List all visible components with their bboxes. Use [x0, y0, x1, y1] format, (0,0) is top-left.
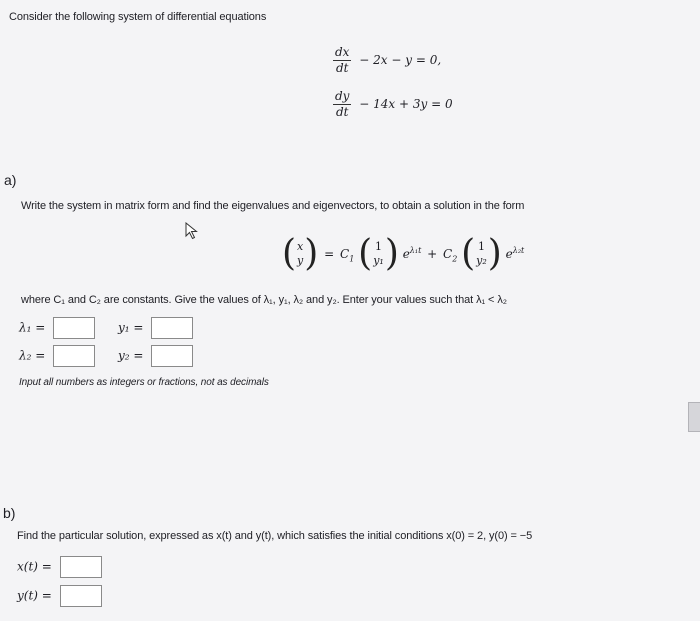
- constant-c2: $C_2$: [443, 246, 458, 263]
- eigenvector-1: ( 1 y₁ ): [358, 233, 399, 274]
- xt-row: [17, 556, 102, 578]
- vector-x: x: [297, 240, 304, 253]
- eigenvector-1-bottom: y₁: [373, 254, 384, 267]
- yt-row: [17, 585, 102, 607]
- lambda2-label: λ₂ =: [19, 348, 46, 363]
- constant-c1: $C_1$: [340, 246, 355, 263]
- y2-input[interactable]: [151, 345, 193, 367]
- xt-label: x(t) =: [17, 559, 52, 574]
- eigenvector-2-bottom: y₂: [476, 254, 487, 267]
- lambda1-label: λ₁ =: [19, 320, 46, 335]
- mouse-cursor-icon: [185, 222, 199, 240]
- eigenvector-2: ( 1 y₂ ): [461, 233, 502, 274]
- y1-label: y₁ =: [118, 320, 144, 335]
- y1-input[interactable]: [151, 317, 193, 339]
- eq1-numerator: dx: [335, 45, 350, 59]
- vector-y: y: [297, 254, 304, 267]
- lambda2-input[interactable]: [53, 345, 95, 367]
- y2-label: y₂ =: [118, 348, 144, 363]
- part-b-instruction: Find the particular solution, expressed as x(t) and y(t), which satisfies the initial conditions x(0) = 2, y(0) = −5: [17, 530, 533, 542]
- eq1-denominator: dt: [335, 61, 349, 75]
- equation-2: [333, 90, 453, 119]
- y1-row: [118, 317, 193, 339]
- part-a-label: a): [4, 172, 17, 188]
- lambda1-input[interactable]: [53, 317, 95, 339]
- lambda1-row: [19, 317, 95, 339]
- eigenvector-1-top: 1: [375, 240, 382, 253]
- part-b-label: b): [3, 505, 16, 521]
- part-a-instruction: Write the system in matrix form and find the eigenvalues and eigenvectors, to obtain a solution in the form: [21, 200, 525, 212]
- xt-input[interactable]: [60, 556, 102, 578]
- xy-vector: ( x y ): [282, 233, 319, 274]
- yt-label: y(t) =: [17, 588, 52, 603]
- lambda2-row: [19, 345, 95, 367]
- side-panel-handle[interactable]: [688, 402, 700, 432]
- solution-form: ( x y ) = $C_1$ ( 1 y₁ ) $e^{\lambda_1t} + C_2$ ( 1 y₂ ) $e^{\lambda_2t}$: [282, 233, 525, 274]
- eq2-numerator: dy: [335, 89, 350, 103]
- eq2-rest: − 14x + 3y = 0: [359, 97, 453, 111]
- exponent-2: λ₂t: [512, 245, 525, 255]
- equation-1: [333, 46, 441, 75]
- input-note: Input all numbers as integers or fractions, not as decimals: [19, 377, 269, 388]
- y2-row: [118, 345, 193, 367]
- where-text: where C₁ and C₂ are constants. Give the values of λ₁, y₁, λ₂ and y₂. Enter your values such that λ₁ < λ₂: [21, 294, 507, 306]
- eq1-rest: − 2x − y = 0,: [359, 53, 442, 67]
- eq2-denominator: dt: [335, 105, 349, 119]
- exponent-1: λ₁t: [409, 245, 422, 255]
- yt-input[interactable]: [60, 585, 102, 607]
- eigenvector-2-top: 1: [477, 240, 485, 253]
- intro-text: Consider the following system of differential equations: [9, 11, 267, 23]
